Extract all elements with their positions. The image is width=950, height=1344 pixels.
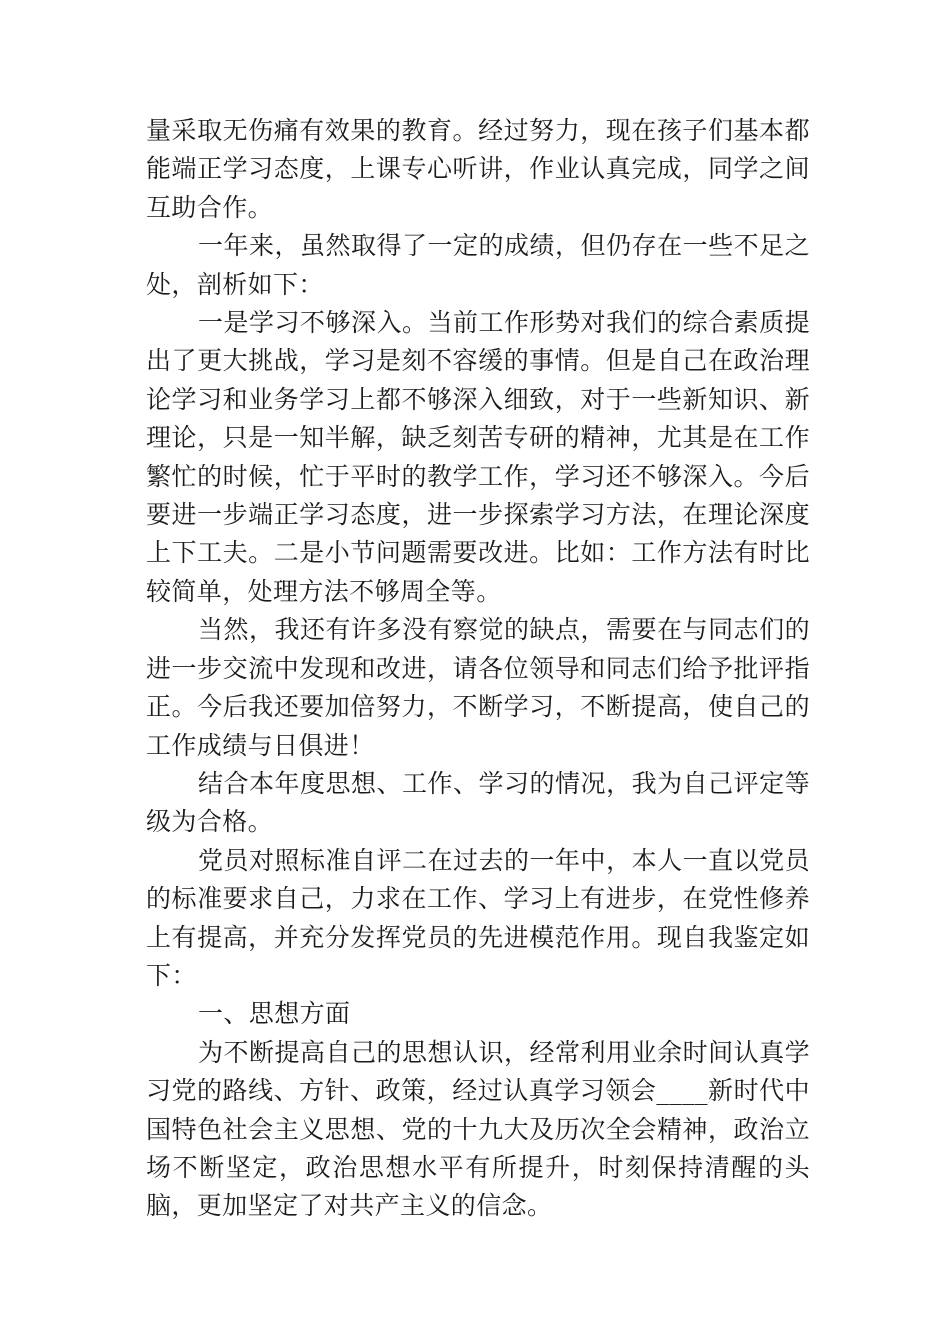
document-page xyxy=(146,112,810,1226)
paragraph-6: 党员对照标准自评二在过去的一年中，本人一直以党员的标准要求自己，力求在工作、学习上有进步，在党性修养上有提高，并充分发挥党员的先进模范作用。现自我鉴定如下： xyxy=(146,845,810,990)
section-heading-ideology: 一、思想方面 xyxy=(198,999,351,1029)
paragraph-5: 结合本年度思想、工作、学习的情况，我为自己评定等级为合格。 xyxy=(146,768,810,837)
paragraph-8: 为不断提高自己的思想认识，经常利用业余时间认真学习党的路线、方针、政策，经过认真学习领会____新时代中国特色社会主义思想、党的十九大及历次全会精神，政治立场不断坚定，政治思想水平有所提升，时刻保持清醒的头脑，更加坚定了对共产主义的信念。 xyxy=(146,1037,810,1221)
paragraph-2: 一年来，虽然取得了一定的成绩，但仍存在一些不足之处，剖析如下： xyxy=(146,231,810,299)
paragraph-1: 量采取无伤痛有效果的教育。经过努力，现在孩子们基本都能端正学习态度，上课专心听讲，作业认真完成，同学之间互助合作。 xyxy=(146,116,810,222)
paragraph-4: 当然，我还有许多没有察觉的缺点，需要在与同志们的进一步交流中发现和改进，请各位领导和同志们给予批评指正。今后我还要加倍努力，不断学习，不断提高，使自己的工作成绩与日俱进！ xyxy=(146,615,810,760)
paragraph-3: 一是学习不够深入。当前工作形势对我们的综合素质提出了更大挑战，学习是刻不容缓的事情。但是自己在政治理论学习和业务学习上都不够深入细致，对于一些新知识、新理论，只是一知半解，缺乏刻苦专研的精神，尤其是在工作繁忙的时候，忙于平时的教学工作，学习还不够深入。今后要进一步端正学习态度，进一步探索学习方法，在理论深度上下工夫。二是小节问题需要改进。比如：工作方法有时比较简单，处理方法不够周全等。 xyxy=(146,308,810,606)
